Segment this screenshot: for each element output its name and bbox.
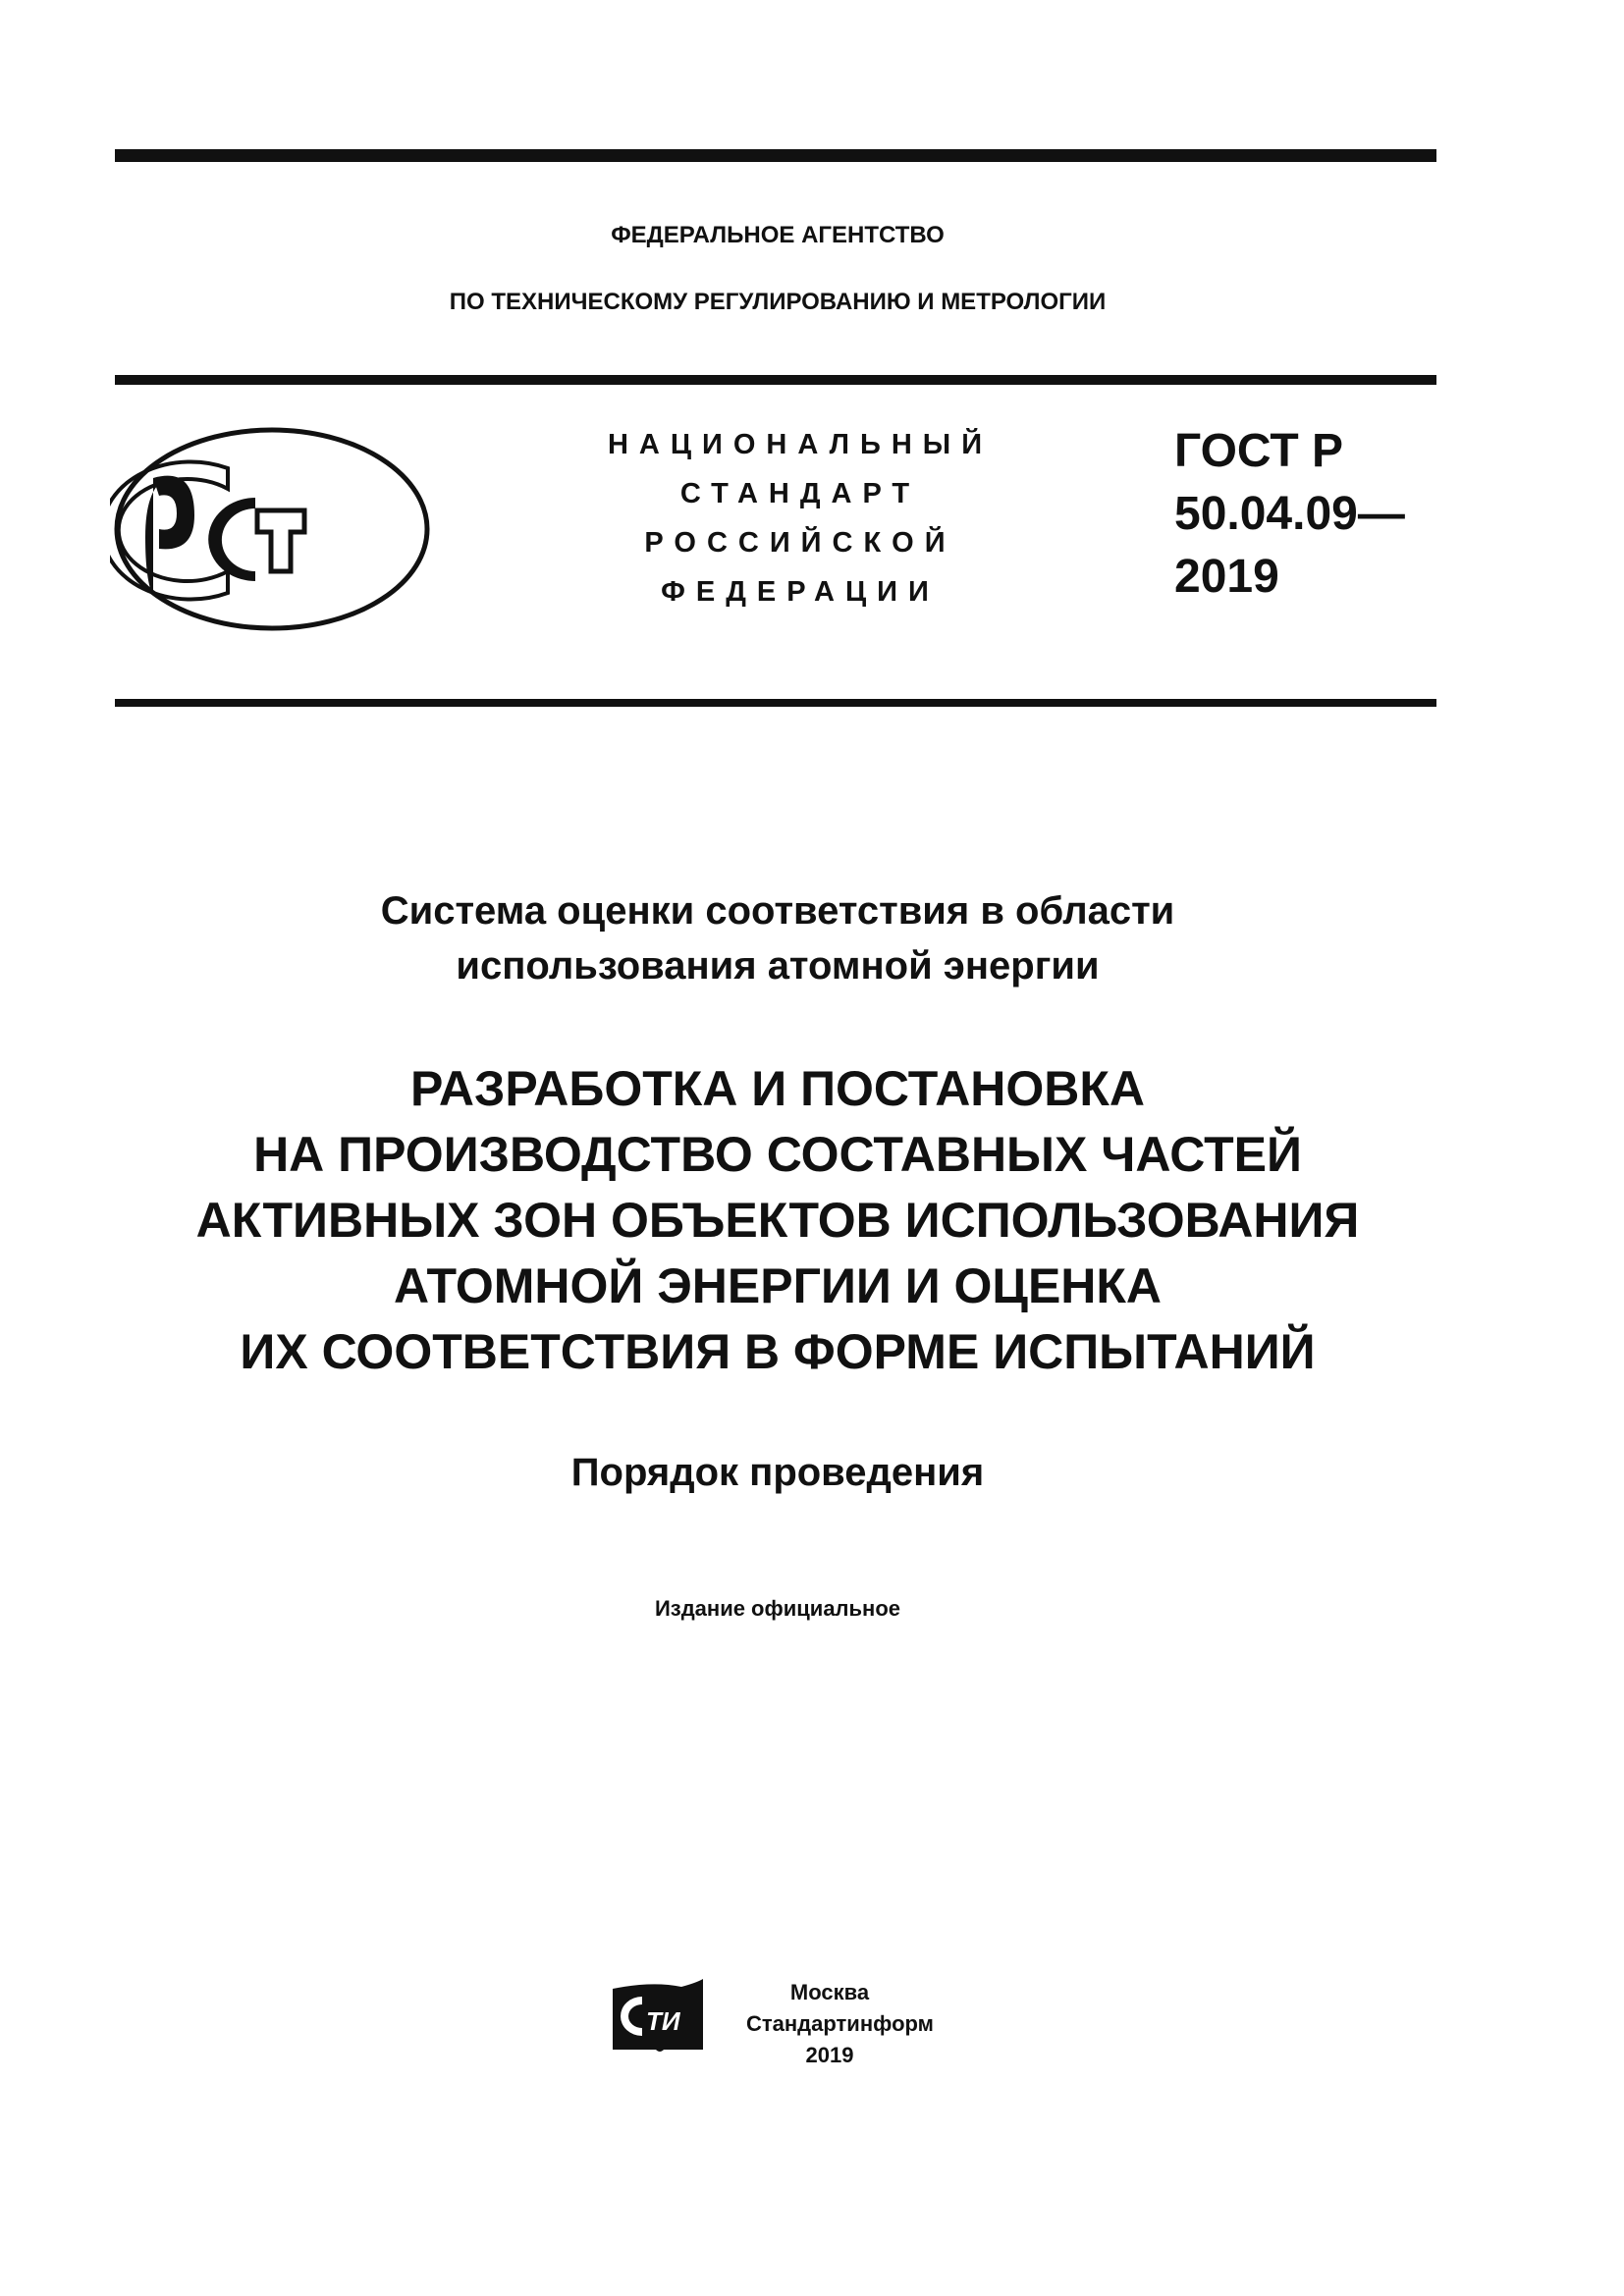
procedure: Порядок проведения xyxy=(570,1451,985,1494)
title-line: НА ПРОИЗВОДСТВО СОСТАВНЫХ ЧАСТЕЙ xyxy=(253,1127,1302,1182)
agency-line-2: ПО ТЕХНИЧЕСКОМУ РЕГУЛИРОВАНИЮ И МЕТРОЛОГИИ xyxy=(449,289,1107,315)
svg-text:ТИ: ТИ xyxy=(646,2006,680,2036)
document-title xyxy=(0,1056,1555,1385)
type-line: НАЦИОНАЛЬНЫЙ xyxy=(607,429,994,460)
title-line: ИХ СООТВЕТСТВИЯ В ФОРМЕ ИСПЫТАНИЙ xyxy=(240,1324,1316,1379)
type-line: ФЕДЕРАЦИИ xyxy=(661,576,940,608)
rst-logo xyxy=(110,424,434,635)
subtitle xyxy=(0,883,1555,993)
title-line: АКТИВНЫХ ЗОН ОБЪЕКТОВ ИСПОЛЬЗОВАНИЯ xyxy=(195,1193,1360,1248)
type-line: СТАНДАРТ xyxy=(679,478,921,509)
title-line: РАЗРАБОТКА И ПОСТАНОВКА xyxy=(409,1061,1146,1116)
publisher-info xyxy=(746,1977,934,2071)
publisher-year: 2019 xyxy=(805,2043,854,2067)
subtitle-line: использования атомной энергии xyxy=(456,944,1100,988)
publisher-city: Москва xyxy=(789,1980,870,2004)
header-rule xyxy=(115,375,1436,385)
agency-line-1: ФЕДЕРАЛЬНОЕ АГЕНТСТВО xyxy=(611,222,945,248)
subtitle-line: Система оценки соответствия в области xyxy=(380,889,1175,933)
number-line: 2019 xyxy=(1174,551,1279,603)
title-line: АТОМНОЙ ЭНЕРГИИ И ОЦЕНКА xyxy=(393,1258,1163,1313)
publisher-name: Стандартинформ xyxy=(746,2011,934,2036)
standard-type xyxy=(550,420,1051,616)
standartinform-logo xyxy=(613,1979,707,2054)
number-line: 50.04.09— xyxy=(1174,488,1405,540)
edition: Издание официальное xyxy=(654,1596,901,1621)
top-rule xyxy=(115,149,1436,162)
block-rule xyxy=(115,699,1436,707)
number-line: ГОСТ Р xyxy=(1174,425,1344,477)
standard-number xyxy=(1174,420,1405,609)
type-line: РОССИЙСКОЙ xyxy=(644,527,956,559)
